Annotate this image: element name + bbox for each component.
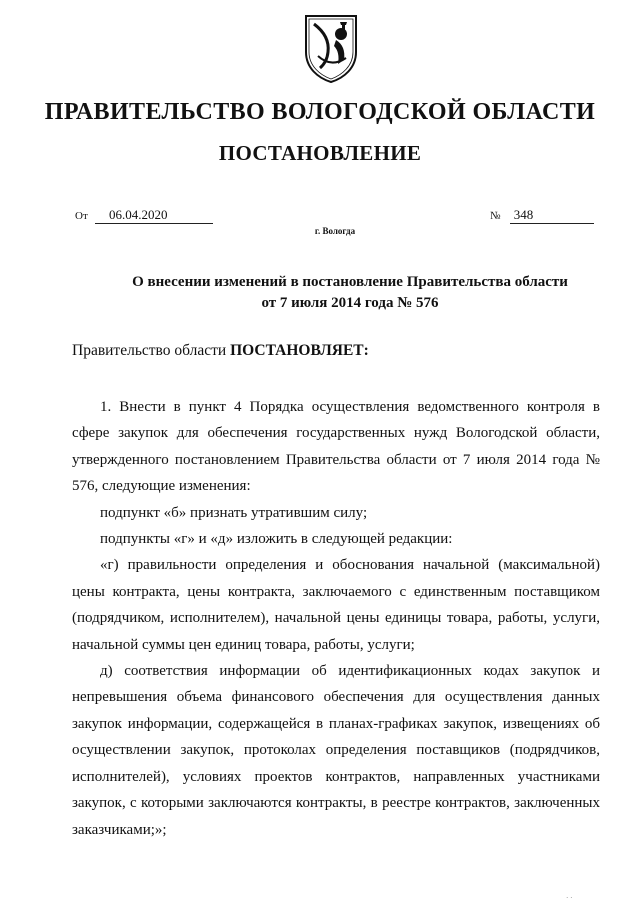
scan-mark: · · (566, 894, 573, 902)
body-paragraph: 1. Внести в пункт 4 Порядка осуществления ведомственного контроля в сфере закупок для обеспечения государственных нужд Вологодской области, утвержденного постановлением Правительства области от 7 июля 2014 года № 576, следующие изменения: (72, 399, 600, 495)
body-paragraph: подпункт «б» признать утратившим силу; (100, 504, 368, 521)
body-paragraph: подпункты «г» и «д» изложить в следующей редакции: (100, 531, 453, 548)
subject-line: от 7 июля 2014 года № 576 (261, 295, 439, 311)
body-paragraph: д) соответствия информации об идентификационных кодах закупок и непревышения объема финансового обеспечения для осуществления данных закупок информации, содержащейся в планах-графиках закупок, извещениях об осуществлении закупок, протоколах определения поставщиков (подрядчиков, исполнителей), условиях проектов контрактов, направленных участниками закупок, с которыми заключаются контракты, в реестре контрактов, заключенных заказчиками;»; (72, 663, 600, 838)
number-value: 348 (510, 207, 594, 224)
date-prefix: От (75, 210, 88, 222)
document-number (490, 207, 594, 224)
decree-keyword: ПОСТАНОВЛЯЕТ: (230, 342, 369, 359)
number-prefix: № (490, 210, 501, 222)
subject-line: О внесении изменений в постановление Правительства области (132, 274, 568, 290)
document-subject (60, 272, 640, 314)
document-type: ПОСТАНОВЛЕНИЕ (218, 141, 422, 165)
coat-of-arms-icon (300, 12, 362, 84)
organization-title: ПРАВИТЕЛЬСТВО ВОЛОГОДСКОЙ ОБЛАСТИ (44, 99, 596, 125)
document-date (75, 207, 213, 224)
document-body (72, 394, 600, 843)
decree-statement (72, 342, 369, 360)
city-label: г. Вологда (314, 226, 356, 236)
decree-lead: Правительство области (72, 342, 231, 359)
body-paragraph: «г) правильности определения и обоснования начальной (максимальной) цены контракта, цены контракта, заключаемого с единственным поставщиком (подрядчиком, исполнителем), начальной цены единицы товара, работы, услуги, начальной суммы цен единиц товара, работы, услуги; (72, 557, 600, 653)
date-value: 06.04.2020 (95, 207, 213, 224)
